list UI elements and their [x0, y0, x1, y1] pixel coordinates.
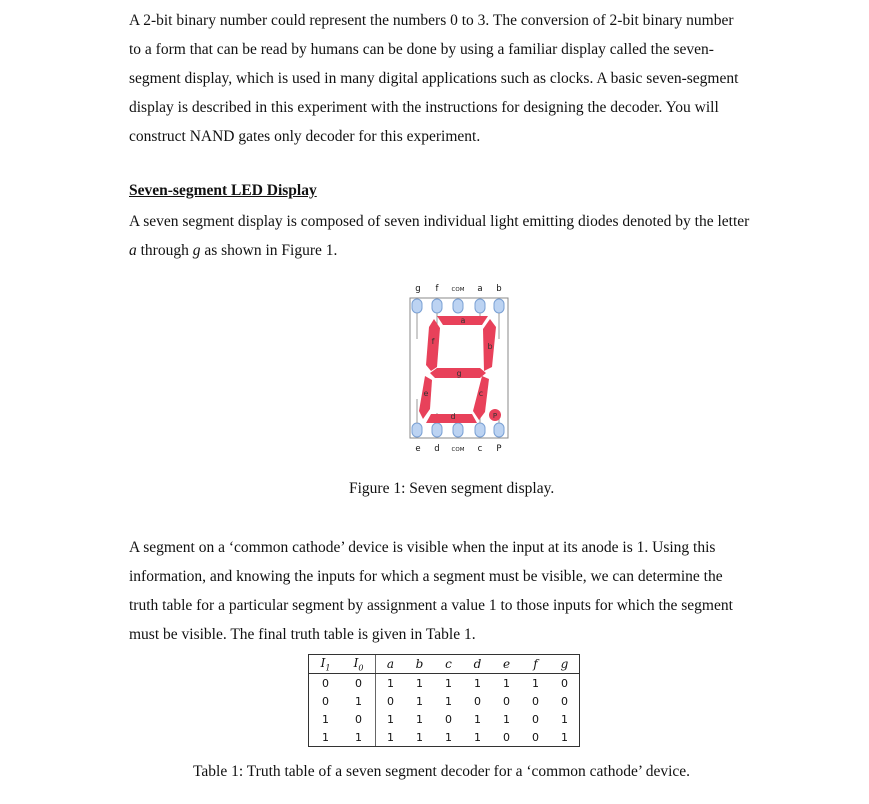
header-i0: $I_0$ [342, 655, 376, 674]
pin-label-b: b [496, 284, 502, 294]
segment-label-a: a [460, 316, 466, 325]
table-cell: 1 [376, 728, 406, 747]
pin-bottom-3 [453, 423, 463, 437]
table-cell: 1 [342, 728, 376, 747]
header-i1-sub: 1 [325, 663, 331, 673]
table-cell: 1 [434, 728, 463, 747]
table-cell: 1 [445, 694, 452, 708]
body-paragraph [129, 533, 797, 649]
pin-label-e: e [415, 444, 421, 454]
pin-bottom-2 [432, 423, 442, 437]
seven-segment-svg [404, 279, 516, 459]
body-line: information, and knowing the inputs for which a segment must be visible, we can determine the [129, 568, 723, 585]
table-cell: 0 [474, 694, 481, 708]
intro-line: display is described in this experiment with the instructions for designing the decoder. You will [129, 99, 719, 116]
table-cell: 1 [474, 676, 481, 690]
table-cell: 0 [532, 712, 539, 726]
header-d: d [463, 655, 492, 674]
table-cell: 0 [309, 692, 343, 710]
table-header-row [309, 655, 580, 674]
header-b: b [405, 655, 434, 674]
body-line: A segment on a ‘common cathode’ device is visible when the input at its anode is 1. Using this [129, 539, 716, 556]
segment-label-g: g [456, 369, 462, 378]
table-row [309, 692, 580, 710]
table-cell: 1 [376, 710, 406, 728]
table-cell: 0 [503, 694, 510, 708]
table-cell: 0 [355, 712, 362, 726]
table-caption: Table 1: Truth table of a seven segment decoder for a ‘common cathode’ device. [193, 763, 691, 780]
table-cell: 0 [355, 676, 362, 690]
body-line: truth table for a particular segment by assignment a value 1 to those inputs for which the segment [129, 597, 733, 614]
pin-label-f: f [435, 284, 439, 294]
header-c: c [434, 655, 463, 674]
table-cell: 1 [405, 728, 434, 747]
pin-bottom-1 [412, 423, 422, 437]
table-cell: 1 [474, 712, 481, 726]
header-i0-sub: 0 [358, 663, 364, 673]
header-i1: $I_1$ [309, 655, 343, 674]
pin-top-2 [432, 299, 442, 313]
table-cell: 1 [309, 710, 343, 728]
pin-label-a: a [477, 284, 483, 294]
table-cell: 1 [309, 728, 343, 747]
section-paragraph [129, 207, 797, 265]
pin-bottom-5 [494, 423, 504, 437]
table-cell: 1 [355, 694, 362, 708]
table-cell: 0 [532, 694, 539, 708]
section-line [129, 236, 797, 265]
table-cell: 1 [550, 710, 580, 728]
pin-label-p: P [496, 444, 502, 454]
segment-label-c: c [478, 389, 484, 398]
table-row [309, 710, 580, 728]
section-heading: Seven-segment LED Display [129, 182, 317, 199]
figure-caption: Figure 1: Seven segment display. [349, 480, 555, 497]
table-cell: 1 [376, 674, 406, 693]
pin-top-5 [494, 299, 504, 313]
body-line: must be visible. The final truth table is given in Table 1. [129, 626, 476, 643]
pin-label-g: g [415, 284, 421, 294]
table-cell: 1 [463, 728, 492, 747]
table-cell: 1 [550, 728, 580, 747]
header-e: e [492, 655, 521, 674]
truth-table [308, 654, 580, 747]
segment-label-b: b [487, 342, 493, 351]
table-cell: 1 [503, 676, 510, 690]
table-cell: 0 [521, 728, 550, 747]
table-cell: 1 [416, 712, 423, 726]
table-cell: 1 [532, 676, 539, 690]
pin-top-3 [453, 299, 463, 313]
intro-line: A 2-bit binary number could represent the numbers 0 to 3. The conversion of 2-bit binary number [129, 12, 734, 29]
intro-paragraph [129, 6, 797, 151]
figure-ref-text: as shown in Figure 1. [200, 242, 338, 259]
segment-label-d: d [450, 412, 456, 421]
table-cell: 1 [503, 712, 510, 726]
segment-label-e: e [423, 389, 429, 398]
table-row [309, 728, 580, 747]
section-line: A seven segment display is composed of seven individual light emitting diodes denoted by the letter [129, 213, 750, 230]
letter-a: a [129, 242, 137, 259]
intro-line: segment display, which is used in many digital applications such as clocks. A basic seven-segment [129, 70, 739, 87]
segment-label-p: P [492, 412, 498, 420]
pin-label-com-top: COM [451, 287, 465, 293]
letter-g: g [192, 242, 201, 259]
header-a: a [376, 655, 406, 674]
through-text: through [136, 242, 193, 259]
table-cell: 0 [376, 692, 406, 710]
table-cell: 1 [416, 694, 423, 708]
pin-label-d: d [434, 444, 440, 454]
table-cell: 1 [445, 676, 452, 690]
intro-line: construct NAND gates only decoder for this experiment. [129, 128, 481, 145]
header-g: g [550, 655, 580, 674]
table-cell: 0 [550, 692, 580, 710]
intro-line: to a form that can be read by humans can be done by using a familiar display called the seven- [129, 41, 714, 58]
segment-label-f: f [431, 337, 435, 346]
table-cell: 0 [309, 674, 343, 693]
pin-label-c: c [477, 444, 483, 454]
table-cell: 1 [416, 676, 423, 690]
pin-label-com-bottom: COM [451, 447, 465, 453]
header-f: f [521, 655, 550, 674]
pin-bottom-4 [475, 423, 485, 437]
table-cell: 0 [445, 712, 452, 726]
pin-top-1 [412, 299, 422, 313]
seven-segment-figure [404, 279, 516, 459]
pin-top-4 [475, 299, 485, 313]
table-cell: 0 [492, 728, 521, 747]
table-cell: 0 [550, 674, 580, 693]
table-row [309, 674, 580, 693]
